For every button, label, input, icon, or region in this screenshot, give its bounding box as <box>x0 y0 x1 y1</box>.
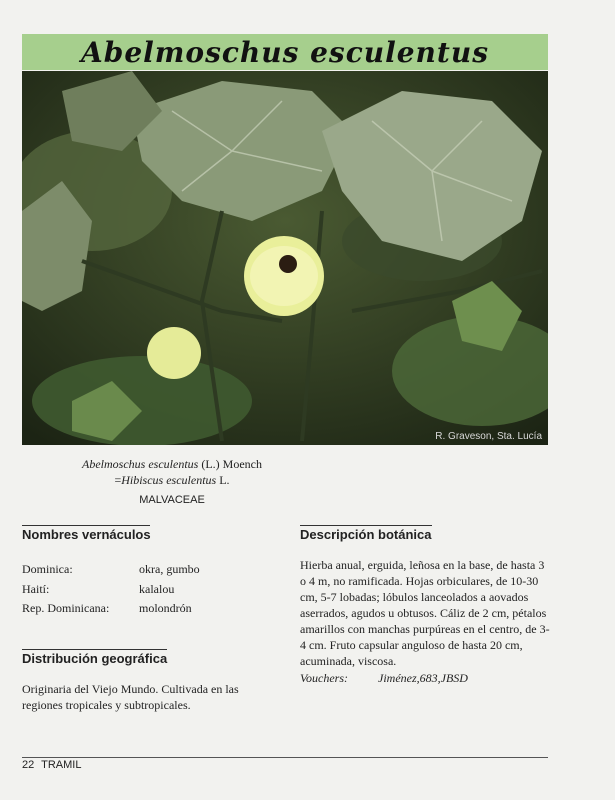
vernacular-row <box>22 580 282 600</box>
caption-scientific-name: Abelmoschus esculentus <box>82 457 199 471</box>
footer-rule <box>22 757 548 758</box>
caption-author: (L.) Moench <box>198 457 262 471</box>
vernacular-table <box>22 560 282 619</box>
description-text: Hierba anual, erguida, leñosa en la base, de hasta 3 o 4 m, no ramificada. Hojas orbiculares, de 10-30 cm, 5-7 lobadas; lóbulos lanceolados a aovados aserrados, agudos u obtusos. Cáliz de 2 cm, pétalos amarillos con manchas purpúreas en el centro, de 3-4 cm. Fruto capsular anguloso de hasta 20 cm, acuminada, viscosa. <box>300 558 550 668</box>
vernacular-heading: Nombres vernáculos <box>22 527 151 542</box>
caption-line-2 <box>22 472 322 488</box>
vernacular-rule <box>22 525 150 526</box>
caption-line-1 <box>22 456 322 472</box>
vouchers-label: Vouchers: <box>300 671 348 685</box>
page-title: Abelmoschus esculentus <box>81 35 489 69</box>
vernacular-names: okra, gumbo <box>139 562 200 577</box>
species-caption <box>22 456 322 488</box>
page-footer <box>22 759 85 771</box>
page-number: 22 <box>22 759 35 771</box>
vouchers-value: Jiménez,683,JBSD <box>378 671 468 685</box>
caption-synonym-prefix: = <box>114 473 122 487</box>
photo-credit: R. Graveson, Sta. Lucía <box>435 431 542 442</box>
publisher-name: TRAMIL <box>41 759 82 771</box>
family-name: MALVACEAE <box>139 494 205 506</box>
distribution-rule <box>22 649 167 650</box>
distribution-text: Originaria del Viejo Mundo. Cultivada en las regiones tropicales y subtropicales. <box>22 682 239 712</box>
caption-synonym-name: Hibiscus esculentus <box>121 473 217 487</box>
vernacular-row <box>22 560 282 580</box>
title-band <box>22 34 548 70</box>
caption-synonym-author: L. <box>216 473 230 487</box>
vernacular-country: Rep. Dominicana: <box>22 601 110 616</box>
vernacular-names: molondrón <box>139 601 192 616</box>
okra-plant-illustration <box>22 71 548 445</box>
plant-photo <box>22 71 548 445</box>
vernacular-row <box>22 599 282 619</box>
vernacular-names: kalalou <box>139 581 175 596</box>
distribution-heading: Distribución geográfica <box>22 651 168 666</box>
vouchers <box>300 671 468 686</box>
vernacular-country: Dominica: <box>22 562 73 577</box>
vernacular-country: Haití: <box>22 581 50 596</box>
description-rule <box>300 525 432 526</box>
description-heading: Descripción botánica <box>300 527 432 542</box>
